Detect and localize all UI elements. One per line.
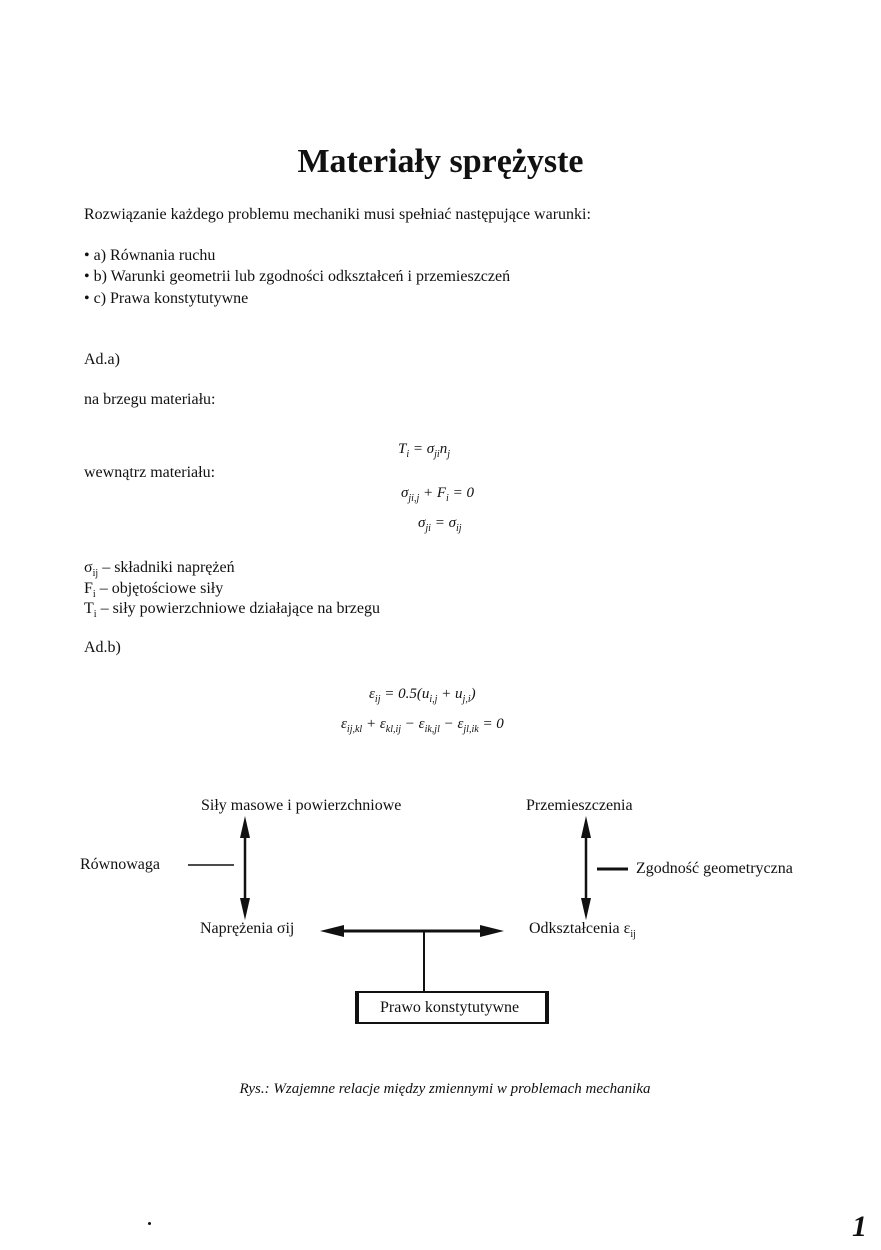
right-up-arrowhead	[581, 816, 591, 838]
left-arrowhead	[320, 925, 344, 937]
equation-strain-displacement: $\varepsilon_{ij} = 0.5(u_{i,j} + u_{j,i})$	[369, 686, 476, 705]
label-forces: Siły masowe i powierzchniowe	[201, 797, 402, 814]
figure-caption: Rys.: Wzajemne relacje między zmiennymi w problemach mechanika	[239, 1081, 651, 1097]
bullet-item: • c) Prawa konstytutywne	[84, 290, 249, 307]
intro-text: Rozwiązanie każdego problemu mechaniki musi spełniać następujące warunki:	[84, 206, 591, 223]
bullet-item: • b) Warunki geometrii lub zgodności odkształceń i przemieszczeń	[84, 268, 511, 285]
boundary-label: na brzegu materiału:	[84, 391, 216, 408]
stray-dot	[148, 1222, 151, 1225]
left-up-arrowhead	[240, 816, 250, 838]
left-down-arrowhead	[240, 898, 250, 920]
bullet-item: • a) Równania ruchu	[84, 247, 216, 264]
page-title: Materiały sprężyste	[297, 143, 584, 180]
label-compatibility: Zgodność geometryczna	[636, 860, 793, 877]
equation-compatibility: $\varepsilon_{ij,kl} + \varepsilon_{kl,ij} - \varepsilon_{ik,jl} - \varepsilon_{jl,ik} = 0$	[341, 716, 504, 735]
right-down-arrowhead	[581, 898, 591, 920]
label-stresses: Naprężenia σij	[200, 920, 295, 937]
definition-stress: $\sigma_{ij}$ – składniki naprężeń	[84, 559, 235, 580]
label-strains: Odkształcenia $\varepsilon_{ij}$	[529, 920, 636, 941]
section-b-heading: Ad.b)	[84, 639, 121, 656]
page-number: 1	[852, 1210, 867, 1243]
constitutive-law-label: Prawo konstytutywne	[380, 999, 520, 1016]
right-arrowhead	[480, 925, 504, 937]
interior-label: wewnątrz materiału:	[84, 464, 216, 481]
label-equilibrium: Równowaga	[80, 856, 160, 873]
equation-symmetry: $\sigma_{ji} = \sigma_{ij}$	[418, 515, 462, 534]
section-a-heading: Ad.a)	[84, 351, 120, 368]
equation-boundary-traction: $T_i = \sigma_{ji}n_j$	[398, 441, 450, 460]
definition-surface-force: $T_i$ – siły powierzchniowe działające na brzegu	[84, 600, 380, 621]
equation-equilibrium: $\sigma_{ji,j} + F_i = 0$	[401, 485, 474, 504]
definition-body-force: $F_i$ – objętościowe siły	[84, 580, 224, 601]
label-displacements: Przemieszczenia	[526, 797, 633, 814]
